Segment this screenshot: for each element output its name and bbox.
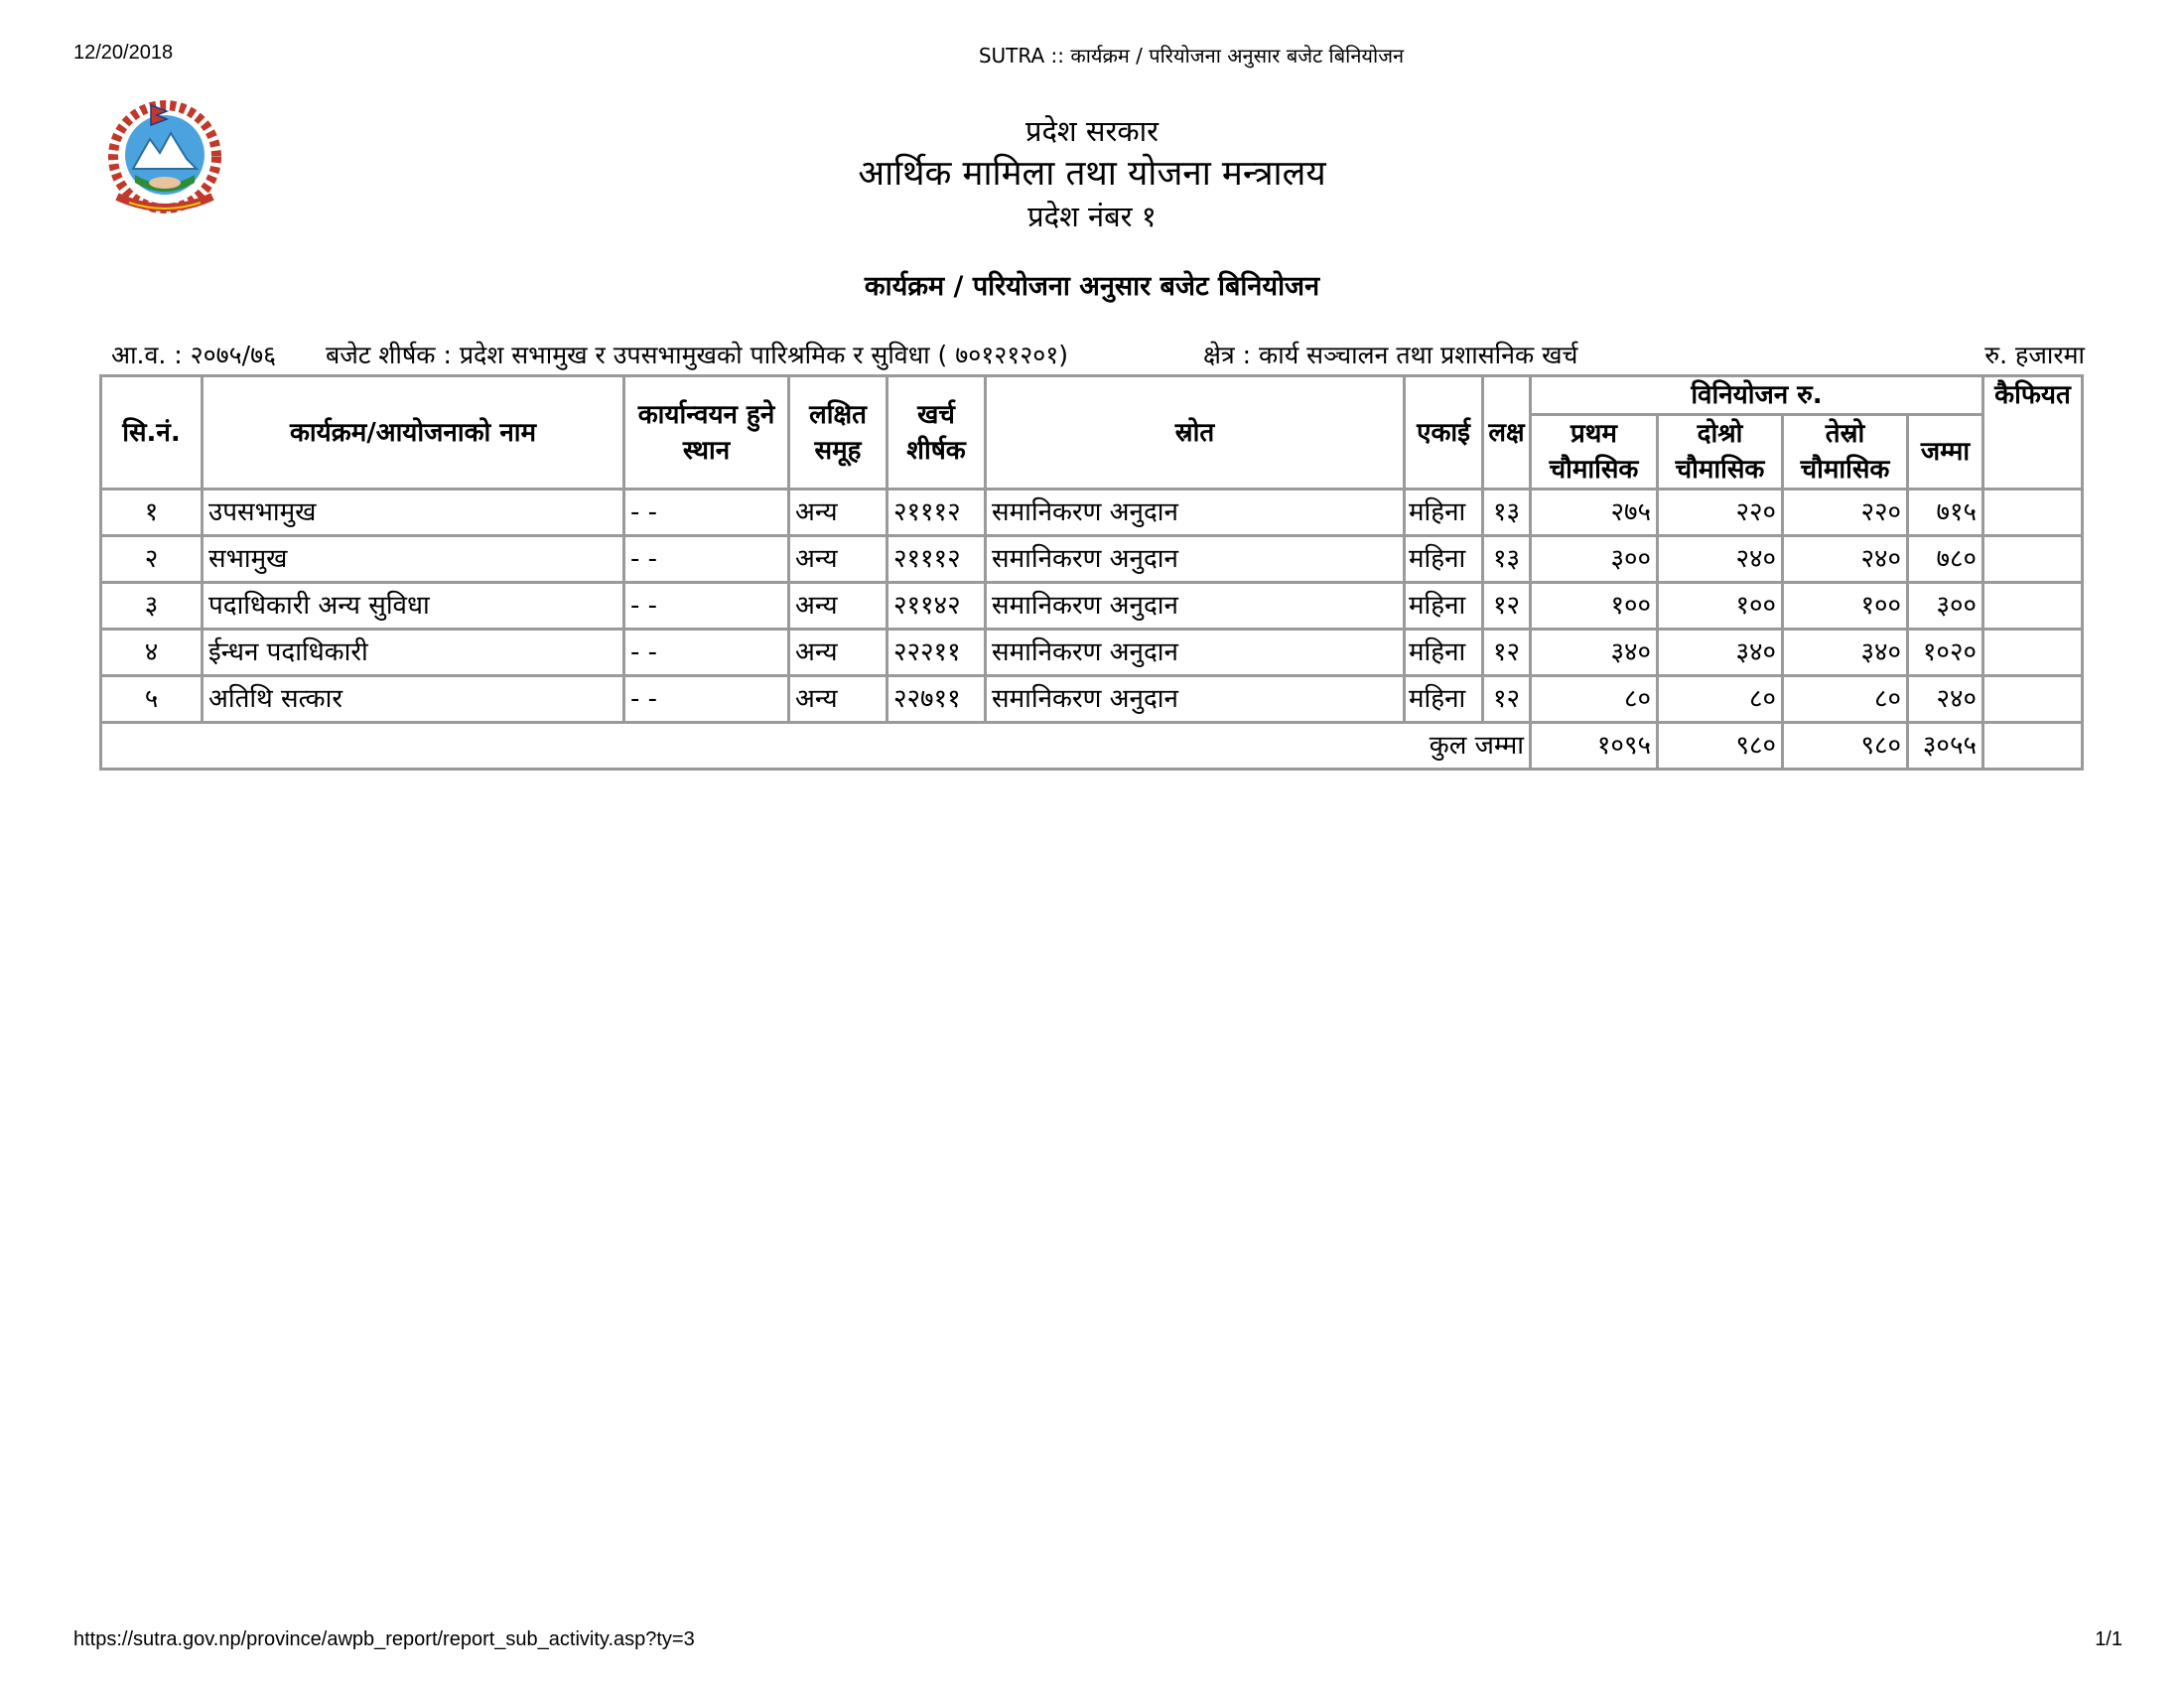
cell-unit: महिना	[1405, 630, 1483, 676]
cell-location: - -	[624, 676, 789, 723]
cell-source: समानिकरण अनुदान	[986, 630, 1405, 676]
cell-q2: ८०	[1658, 676, 1783, 723]
sector: क्षेत्र : कार्य सञ्चालन तथा प्रशासनिक खर्च	[1203, 341, 1578, 369]
cell-source: समानिकरण अनुदान	[986, 536, 1405, 583]
cell-q1: ३००	[1531, 536, 1658, 583]
col-header-unit: एकाई	[1405, 376, 1483, 490]
cell-q3: २२०	[1783, 490, 1908, 536]
cell-remarks	[1983, 583, 2083, 630]
table-row	[101, 676, 2083, 723]
cell-target-group: अन्य	[789, 536, 887, 583]
col-header-remarks: कैफियत	[1983, 376, 2083, 490]
cell-target-group: अन्य	[789, 676, 887, 723]
cell-target: १२	[1483, 583, 1531, 630]
report-meta-row	[111, 338, 2085, 371]
cell-q3: १००	[1783, 583, 1908, 630]
cell-location: - -	[624, 536, 789, 583]
print-page-title: SUTRA :: कार्यक्रम / परियोजना अनुसार बजेट बिनियोजन	[978, 44, 1405, 68]
province-number-heading: प्रदेश नंबर १	[1027, 200, 1157, 233]
col-header-expense-head: खर्च शीर्षक	[887, 376, 986, 490]
col-header-allocation: विनियोजन रु.	[1531, 376, 1983, 415]
cell-unit: महिना	[1405, 583, 1483, 630]
table-row	[101, 536, 2083, 583]
cell-remarks	[1983, 676, 2083, 723]
cell-unit: महिना	[1405, 536, 1483, 583]
totals-row	[101, 723, 2083, 770]
cell-q2: २२०	[1658, 490, 1783, 536]
cell-q1: ३४०	[1531, 630, 1658, 676]
cell-q2: ३४०	[1658, 630, 1783, 676]
cell-location: - -	[624, 583, 789, 630]
cell-target-group: अन्य	[789, 490, 887, 536]
cell-unit: महिना	[1405, 490, 1483, 536]
cell-sn: ४	[101, 630, 203, 676]
budget-allocation-table	[99, 374, 2084, 771]
totals-label: कुल जम्मा	[101, 723, 1531, 770]
cell-remarks	[1983, 630, 2083, 676]
cell-q3: ३४०	[1783, 630, 1908, 676]
cell-q3: ८०	[1783, 676, 1908, 723]
cell-target: १३	[1483, 490, 1531, 536]
cell-target-group: अन्य	[789, 583, 887, 630]
cell-name: अतिथि सत्कार	[203, 676, 624, 723]
cell-expense-head: २२७११	[887, 676, 986, 723]
cell-expense-head: २१११२	[887, 490, 986, 536]
cell-expense-head: २११४२	[887, 583, 986, 630]
total-remarks	[1983, 723, 2083, 770]
cell-expense-head: २२२११	[887, 630, 986, 676]
col-header-q2: दोश्रो चौमासिक	[1658, 415, 1783, 490]
col-header-sn: सि.नं.	[101, 376, 203, 490]
cell-name: ईन्धन पदाधिकारी	[203, 630, 624, 676]
cell-total: २४०	[1908, 676, 1983, 723]
total-q2: ९८०	[1658, 723, 1783, 770]
cell-location: - -	[624, 630, 789, 676]
province-government-heading: प्रदेश सरकार	[1025, 114, 1159, 148]
cell-remarks	[1983, 490, 2083, 536]
cell-source: समानिकरण अनुदान	[986, 490, 1405, 536]
cell-total: ३००	[1908, 583, 1983, 630]
cell-q1: ८०	[1531, 676, 1658, 723]
col-header-target-group: लक्षित समूह	[789, 376, 887, 490]
budget-head: बजेट शीर्षक : प्रदेश सभामुख र उपसभामुखको पारिश्रमिक र सुविधा ( ७०१२१२०१)	[326, 341, 1068, 369]
cell-total: ७८०	[1908, 536, 1983, 583]
cell-q2: २४०	[1658, 536, 1783, 583]
total-q1: १०९५	[1531, 723, 1658, 770]
grand-total: ३०५५	[1908, 723, 1983, 770]
cell-target: १३	[1483, 536, 1531, 583]
cell-target: १२	[1483, 676, 1531, 723]
col-header-total: जम्मा	[1908, 415, 1983, 490]
footer-url: https://sutra.gov.np/province/awpb_report/report_sub_activity.asp?ty=3	[73, 1628, 695, 1650]
footer-page-number: 1/1	[2095, 1628, 2122, 1650]
cell-sn: १	[101, 490, 203, 536]
cell-target: १२	[1483, 630, 1531, 676]
col-header-source: स्रोत	[986, 376, 1405, 490]
fiscal-year: आ.व. : २०७५/७६	[111, 341, 277, 369]
table-row	[101, 490, 2083, 536]
col-header-q1: प्रथम चौमासिक	[1531, 415, 1658, 490]
cell-q3: २४०	[1783, 536, 1908, 583]
cell-sn: ५	[101, 676, 203, 723]
col-header-location: कार्यान्वयन हुने स्थान	[624, 376, 789, 490]
cell-location: - -	[624, 490, 789, 536]
cell-source: समानिकरण अनुदान	[986, 583, 1405, 630]
cell-source: समानिकरण अनुदान	[986, 676, 1405, 723]
cell-total: ७१५	[1908, 490, 1983, 536]
cell-q1: २७५	[1531, 490, 1658, 536]
ministry-heading: आर्थिक मामिला तथा योजना मन्त्रालय	[858, 154, 1326, 194]
cell-expense-head: २१११२	[887, 536, 986, 583]
total-q3: ९८०	[1783, 723, 1908, 770]
table-row	[101, 583, 2083, 630]
cell-total: १०२०	[1908, 630, 1983, 676]
cell-q2: १००	[1658, 583, 1783, 630]
col-header-name: कार्यक्रम/आयोजनाको नाम	[203, 376, 624, 490]
cell-unit: महिना	[1405, 676, 1483, 723]
cell-target-group: अन्य	[789, 630, 887, 676]
col-header-q3: तेस्रो चौमासिक	[1783, 415, 1908, 490]
print-date: 12/20/2018	[73, 42, 174, 64]
cell-remarks	[1983, 536, 2083, 583]
cell-name: पदाधिकारी अन्य सुविधा	[203, 583, 624, 630]
cell-sn: ३	[101, 583, 203, 630]
nepal-government-emblem-icon	[95, 97, 234, 216]
cell-q1: १००	[1531, 583, 1658, 630]
cell-sn: २	[101, 536, 203, 583]
cell-name: सभामुख	[203, 536, 624, 583]
col-header-target: लक्ष	[1483, 376, 1531, 490]
cell-name: उपसभामुख	[203, 490, 624, 536]
table-row	[101, 630, 2083, 676]
report-title: कार्यक्रम / परियोजना अनुसार बजेट बिनियोजन	[864, 271, 1320, 302]
table-header-row	[101, 376, 2083, 415]
currency-unit: रु. हजारमा	[1984, 341, 2085, 369]
